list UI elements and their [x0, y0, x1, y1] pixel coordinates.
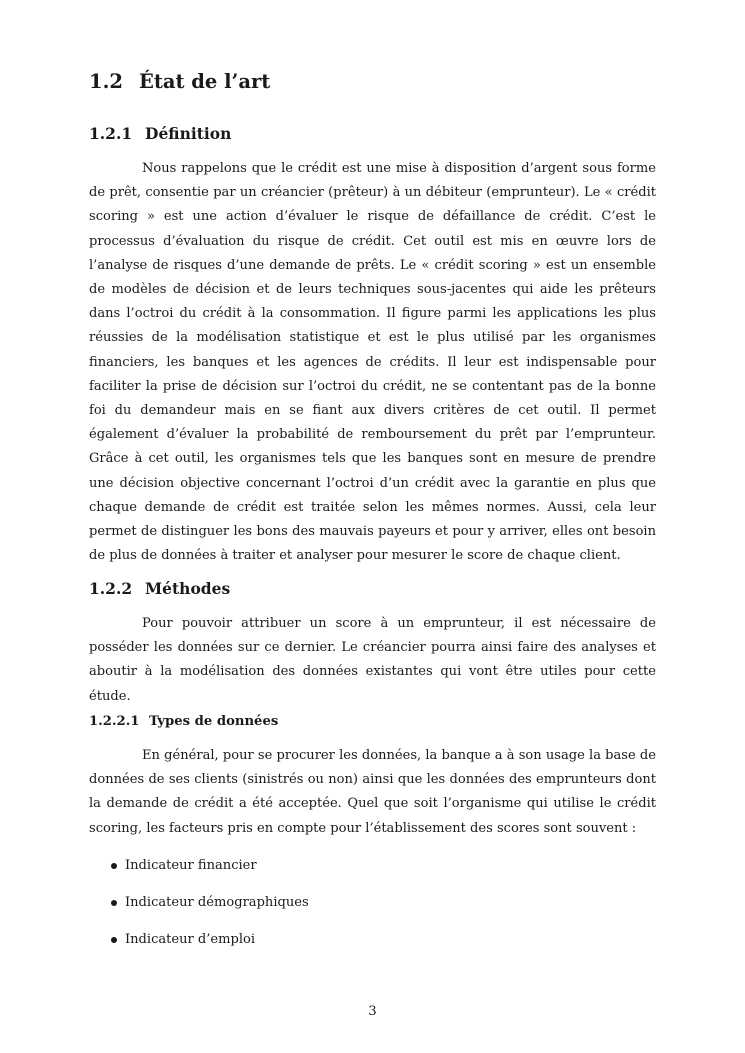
list-item	[89, 856, 309, 893]
bullet-icon	[111, 863, 117, 869]
subsection-title: Méthodes	[145, 579, 231, 598]
subsection-number: 1.2.1	[89, 124, 133, 143]
list-item-text: Indicateur démographiques	[125, 895, 309, 910]
subsection-title: Définition	[145, 124, 232, 143]
list-item-text: Indicateur d’emploi	[125, 932, 256, 947]
subsubsection-number: 1.2.2.1	[89, 714, 140, 729]
section-heading	[89, 70, 270, 93]
list-item-text: Indicateur financier	[125, 858, 257, 873]
types-paragraph: En général, pour se procurer les données, la banque a à son usage la base de données de ses clients (sinistrés ou non) ainsi que les données des emprunteurs dont la demande de crédit a été acceptée. Quel que soit l’organisme qui utilise le crédit scoring, les facteurs pris en compte pour l’établissement des scores sont souvent :	[89, 748, 656, 836]
methodes-paragraph: Pour pouvoir attribuer un score à un emprunteur, il est nécessaire de posséder les données sur ce dernier. Le créancier pourra ainsi faire des analyses et aboutir à la modélisation des données existantes qui vont être utiles pour cette étude.	[89, 616, 656, 704]
list-item	[89, 930, 309, 967]
subsection-heading-methodes	[89, 579, 230, 598]
indicator-list	[89, 856, 309, 967]
subsection-heading-definition	[89, 124, 231, 143]
list-item	[89, 893, 309, 930]
page-number: 3	[368, 1004, 377, 1019]
bullet-icon	[111, 900, 117, 906]
subsubsection-title: Types de données	[149, 714, 279, 729]
definition-paragraph: Nous rappelons que le crédit est une mise à disposition d’argent sous forme de prêt, consentie par un créancier (prêteur) à un débiteur (emprunteur). Le « crédit scoring » est une action d’évaluer le risque de défaillance de crédit. C’est le processus d’évaluation du risque de crédit. Cet outil est mis en œuvre lors de l’analyse de risques d’une demande de prêts. Le « crédit scoring » est un ensemble de modèles de décision et de leurs techniques sous-jacentes qui aide les prêteurs dans l’octroi du crédit à la consommation. Il figure parmi les applications les plus réussies de la modélisation statistique et est le plus utilisé par les organismes financiers, les banques et les agences de crédits. Il leur est indispensable pour faciliter la prise de décision sur l’octroi du crédit, ne se contentant pas de la bonne foi du demandeur mais en se fiant aux divers critères de cet outil. Il permet également d’évaluer la probabilité de remboursement du prêt par l’emprunteur. Grâce à cet outil, les organismes tels que les banques sont en mesure de prendre une décision objective concernant l’octroi d’un crédit avec la garantie en plus que chaque demande de crédit est traitée selon les mêmes normes. Aussi, cela leur permet de distinguer les bons des mauvais payeurs et pour y arriver, elles ont besoin de plus de données à traiter et analyser pour mesurer le score de chaque client.	[89, 161, 656, 564]
subsubsection-heading-types	[89, 714, 278, 729]
subsection-number: 1.2.2	[89, 579, 133, 598]
bullet-icon	[111, 937, 117, 943]
section-number: 1.2	[89, 70, 123, 93]
section-title: État de l’art	[139, 70, 271, 93]
